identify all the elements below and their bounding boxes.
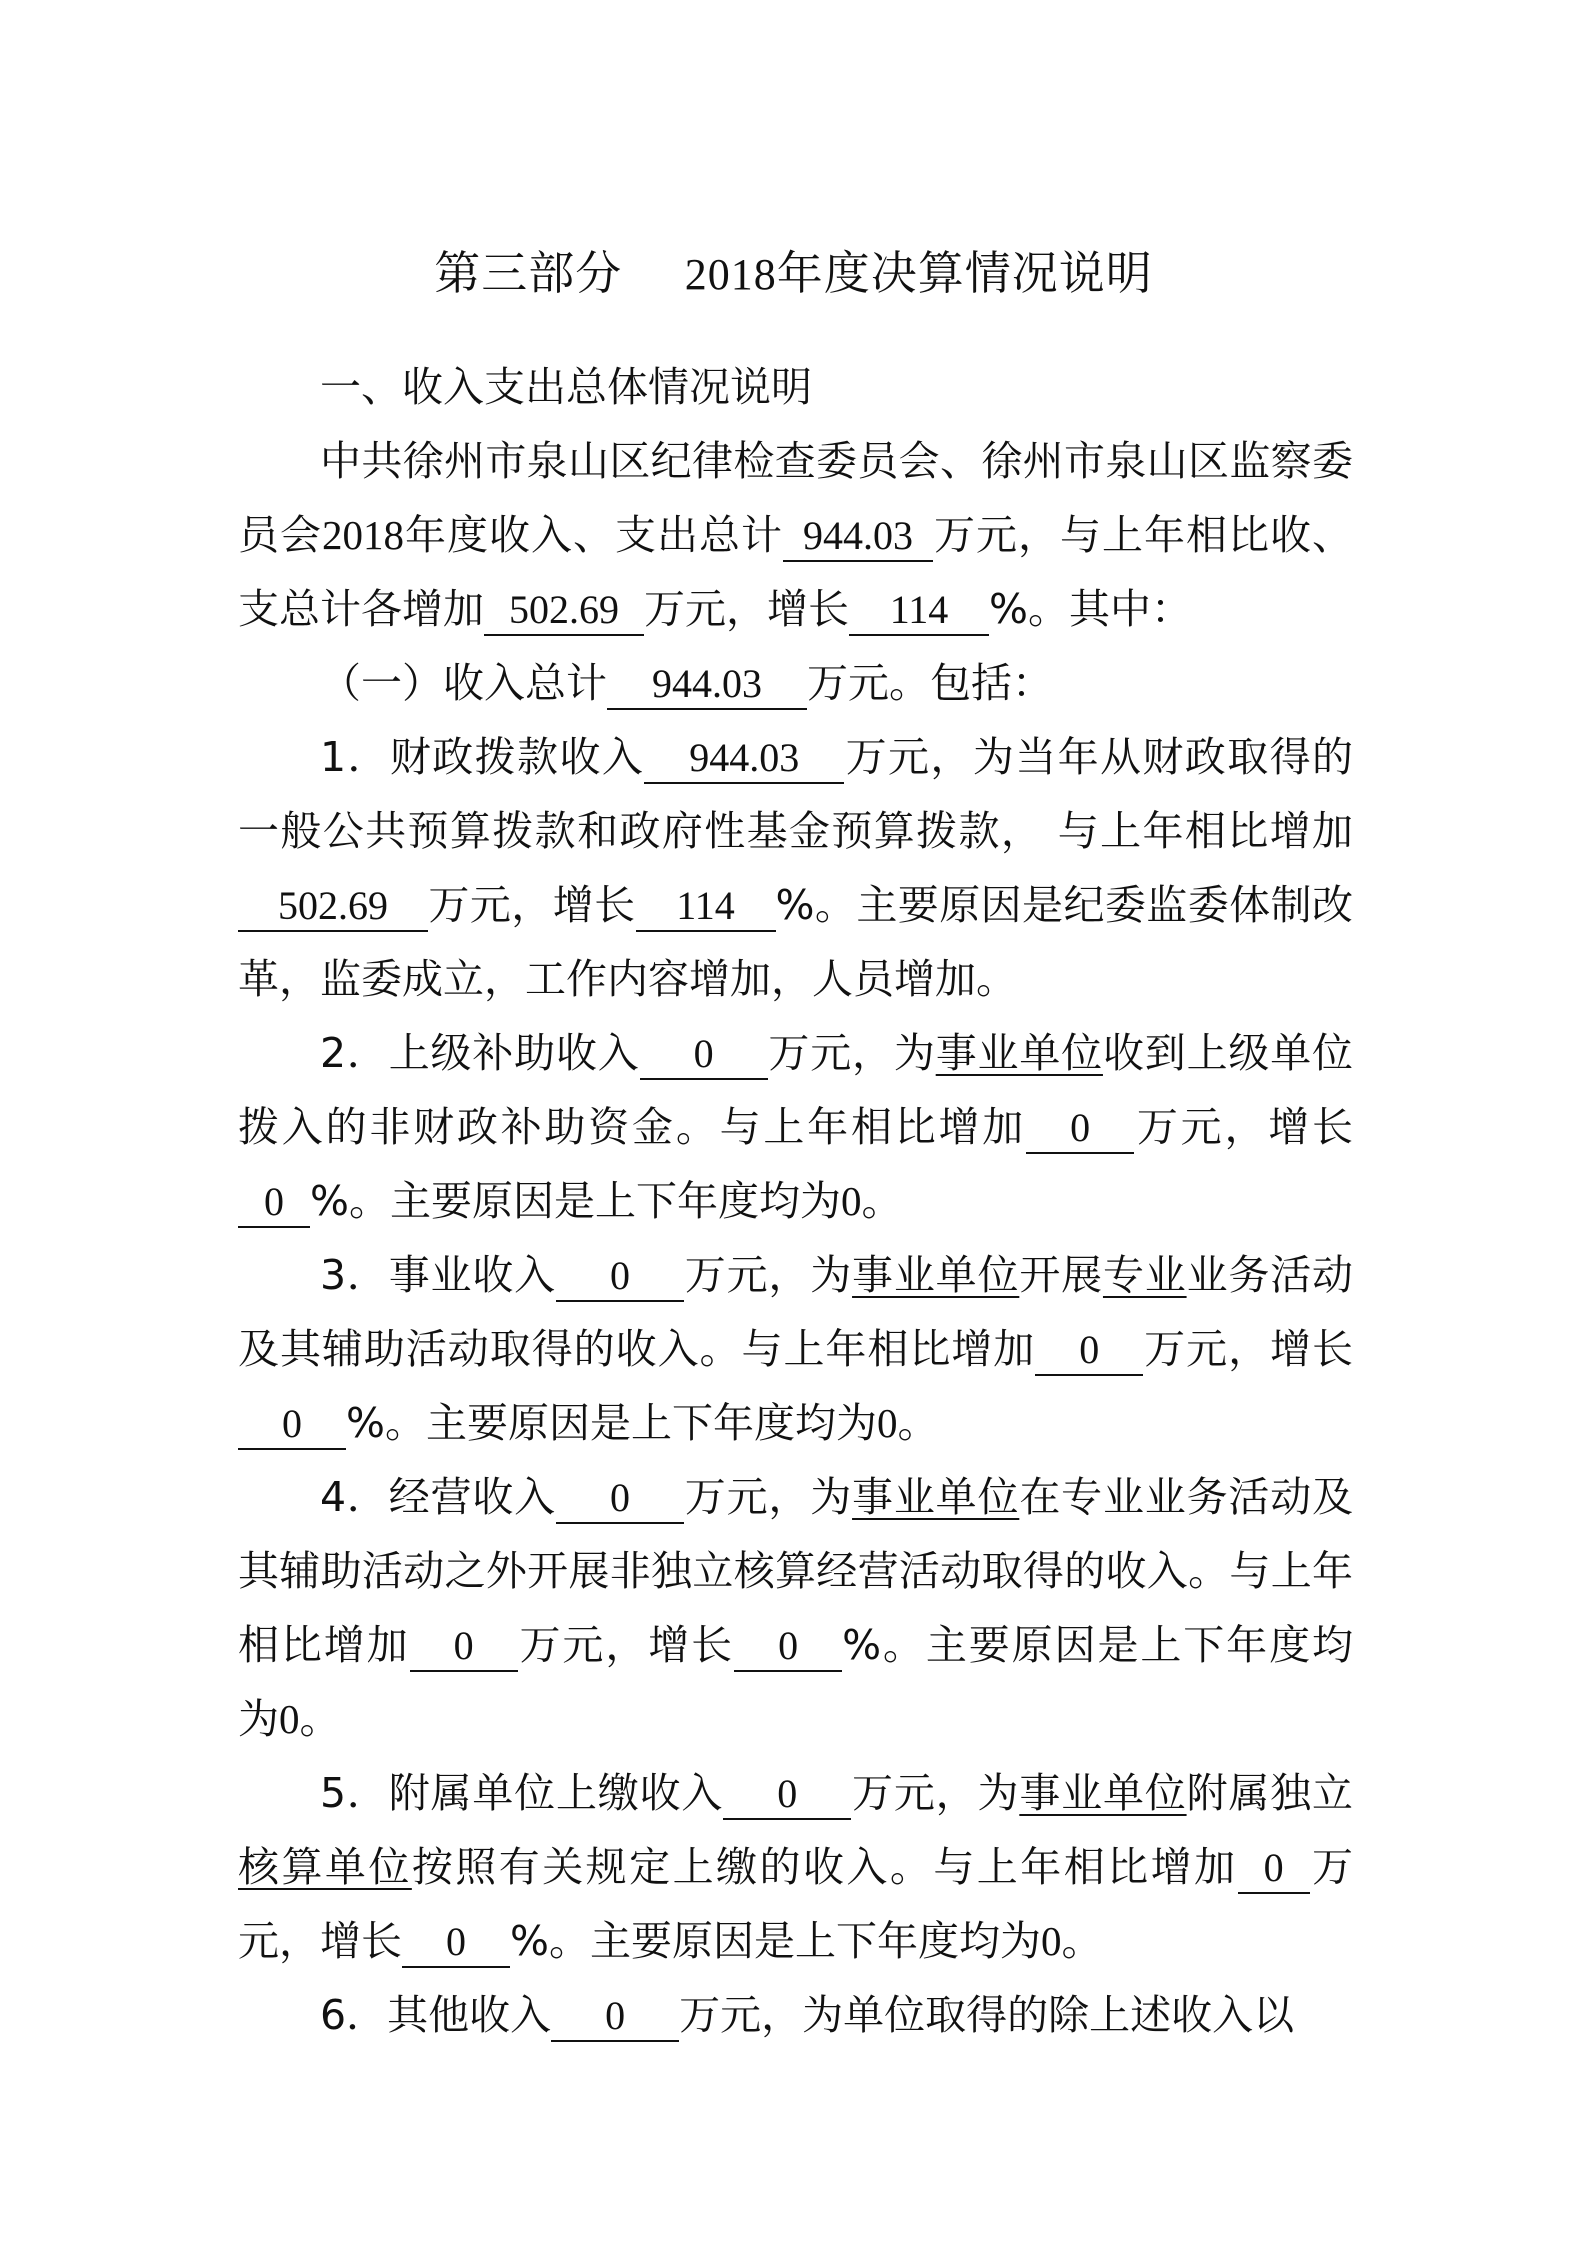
intro-text-c: 万元，与上年相比收、支总计各增加	[238, 511, 1353, 633]
item2-text-d: 万元，增长	[1134, 1103, 1354, 1151]
item3-text-f: %。主要原因是上下年度均为	[346, 1399, 877, 1447]
item5-amount: 0	[723, 1770, 851, 1820]
item4-text-f: 。	[299, 1695, 341, 1743]
item3-text-b: 万元，为	[683, 1251, 853, 1299]
item5-text-g: 。	[1061, 1917, 1103, 1965]
item1-increase: 502.69	[238, 882, 428, 932]
item3-label: 3．事业收入	[320, 1251, 556, 1299]
item3-increase: 0	[1035, 1326, 1143, 1376]
item3-amount: 0	[556, 1252, 684, 1302]
item4-text-d: 万元，增长	[517, 1621, 735, 1669]
item5-term: 事业单位	[1019, 1769, 1187, 1817]
income-item-3	[238, 1238, 1353, 1460]
item2-label: 2．上级补助收入	[320, 1029, 640, 1077]
intro-rate-value: 114	[849, 586, 989, 636]
item1-text-c: 万元，增长	[428, 881, 636, 929]
item3-term: 事业单位	[852, 1251, 1020, 1299]
income-item-4	[238, 1460, 1353, 1756]
item3-text-d: 业务活动及其辅助活动取得的收入。与上年相比增加	[238, 1251, 1354, 1373]
item5-zero: 0	[1040, 1918, 1062, 1964]
item4-label: 4．经营收入	[320, 1473, 556, 1521]
section-heading	[238, 350, 1353, 424]
item4-zero: 0	[279, 1696, 300, 1742]
intro-total-value: 944.03	[783, 512, 933, 562]
item1-text-d: %。主要原因是纪委监委体制改革，监委成立，工作内容增加，人员增加。	[238, 881, 1353, 1003]
item2-zero: 0	[840, 1178, 862, 1224]
item2-text-b: 万元，为	[767, 1029, 936, 1077]
income-item-1	[238, 720, 1353, 1016]
item3-rate: 0	[238, 1400, 346, 1450]
item4-amount: 0	[556, 1474, 684, 1524]
intro-text-e: %。其中：	[989, 585, 1192, 633]
item2-term: 事业单位	[935, 1029, 1103, 1077]
title-rest: 年度决算情况说明	[776, 246, 1153, 300]
income-item-6	[238, 1978, 1353, 2052]
item5-text-c: 附属独立	[1186, 1769, 1354, 1817]
income-item-5	[238, 1756, 1353, 1978]
item6-amount: 0	[551, 1992, 679, 2042]
item1-text-b: 万元，为当年从财政取得的一般公共预算拨款和政府性基金预算拨款， 与上年相比增加	[238, 733, 1353, 855]
item5-text-d: 按照有关规定上缴的收入。与上年相比增加	[411, 1843, 1238, 1891]
income-item-2	[238, 1016, 1353, 1238]
item1-rate: 114	[636, 882, 776, 932]
item1-label: 1．财政拨款收入	[320, 733, 645, 781]
item2-amount: 0	[640, 1030, 768, 1080]
item3-text-g: 。	[897, 1399, 939, 1447]
item4-increase: 0	[410, 1622, 518, 1672]
item2-text-e: %。主要原因是上下年度均为	[310, 1177, 841, 1225]
item4-text-c: 在专业业务活动及其辅助活动之外开展非独立核算经营活动取得的收入。与上年相比增加	[238, 1473, 1354, 1669]
item2-text-f: 。	[861, 1177, 903, 1225]
page-title	[0, 238, 1587, 310]
intro-text-d: 万元，增长	[644, 585, 849, 633]
item2-text-c: 收到上级单位拨入的非财政补助资金。与上年相比增加	[238, 1029, 1354, 1151]
item5-increase: 0	[1238, 1844, 1310, 1894]
intro-increase-value: 502.69	[484, 586, 644, 636]
intro-text-b: 年度收入、支出总计	[404, 511, 783, 559]
item6-label: 6．其他收入	[320, 1991, 552, 2039]
item3-zero: 0	[876, 1400, 898, 1446]
item3-term2: 专业	[1102, 1251, 1187, 1299]
income-total-text-b: 万元。包括：	[807, 659, 1053, 707]
paragraph-intro	[238, 424, 1353, 646]
item2-rate: 0	[238, 1178, 310, 1228]
document-body	[238, 350, 1353, 2052]
income-total-text-a: （一）收入总计	[320, 659, 607, 707]
item6-text-b: 万元，为单位取得的除上述收入以	[679, 1991, 1295, 2039]
item5-rate: 0	[402, 1918, 510, 1968]
item4-text-b: 万元，为	[683, 1473, 853, 1521]
title-year: 2018	[684, 250, 777, 299]
item4-text-e: %。主要原因是上下年度均为	[238, 1621, 1353, 1743]
item4-rate: 0	[734, 1622, 842, 1672]
item5-text-f: %。主要原因是上下年度均为	[510, 1917, 1041, 1965]
section-heading-text: 一、收入支出总体情况说明	[320, 363, 812, 411]
title-part: 第三部分	[434, 246, 623, 300]
item5-term2: 核算单位	[238, 1843, 412, 1891]
item1-amount: 944.03	[644, 734, 844, 784]
item5-label: 5．附属单位上缴收入	[320, 1769, 724, 1817]
item3-text-c: 开展	[1019, 1251, 1103, 1299]
intro-year: 2018	[322, 512, 404, 558]
intro-text-a: 中共徐州市泉山区纪律检查委员会、徐州市泉山区监察委员会	[238, 437, 1353, 559]
item5-text-b: 万元，为	[851, 1769, 1020, 1817]
item3-text-e: 万元，增长	[1143, 1325, 1354, 1373]
income-total-value: 944.03	[607, 660, 807, 710]
paragraph-income-total	[238, 646, 1353, 720]
item4-term: 事业单位	[852, 1473, 1020, 1521]
item5-text-e: 万元，增长	[238, 1843, 1354, 1965]
item2-increase: 0	[1026, 1104, 1134, 1154]
